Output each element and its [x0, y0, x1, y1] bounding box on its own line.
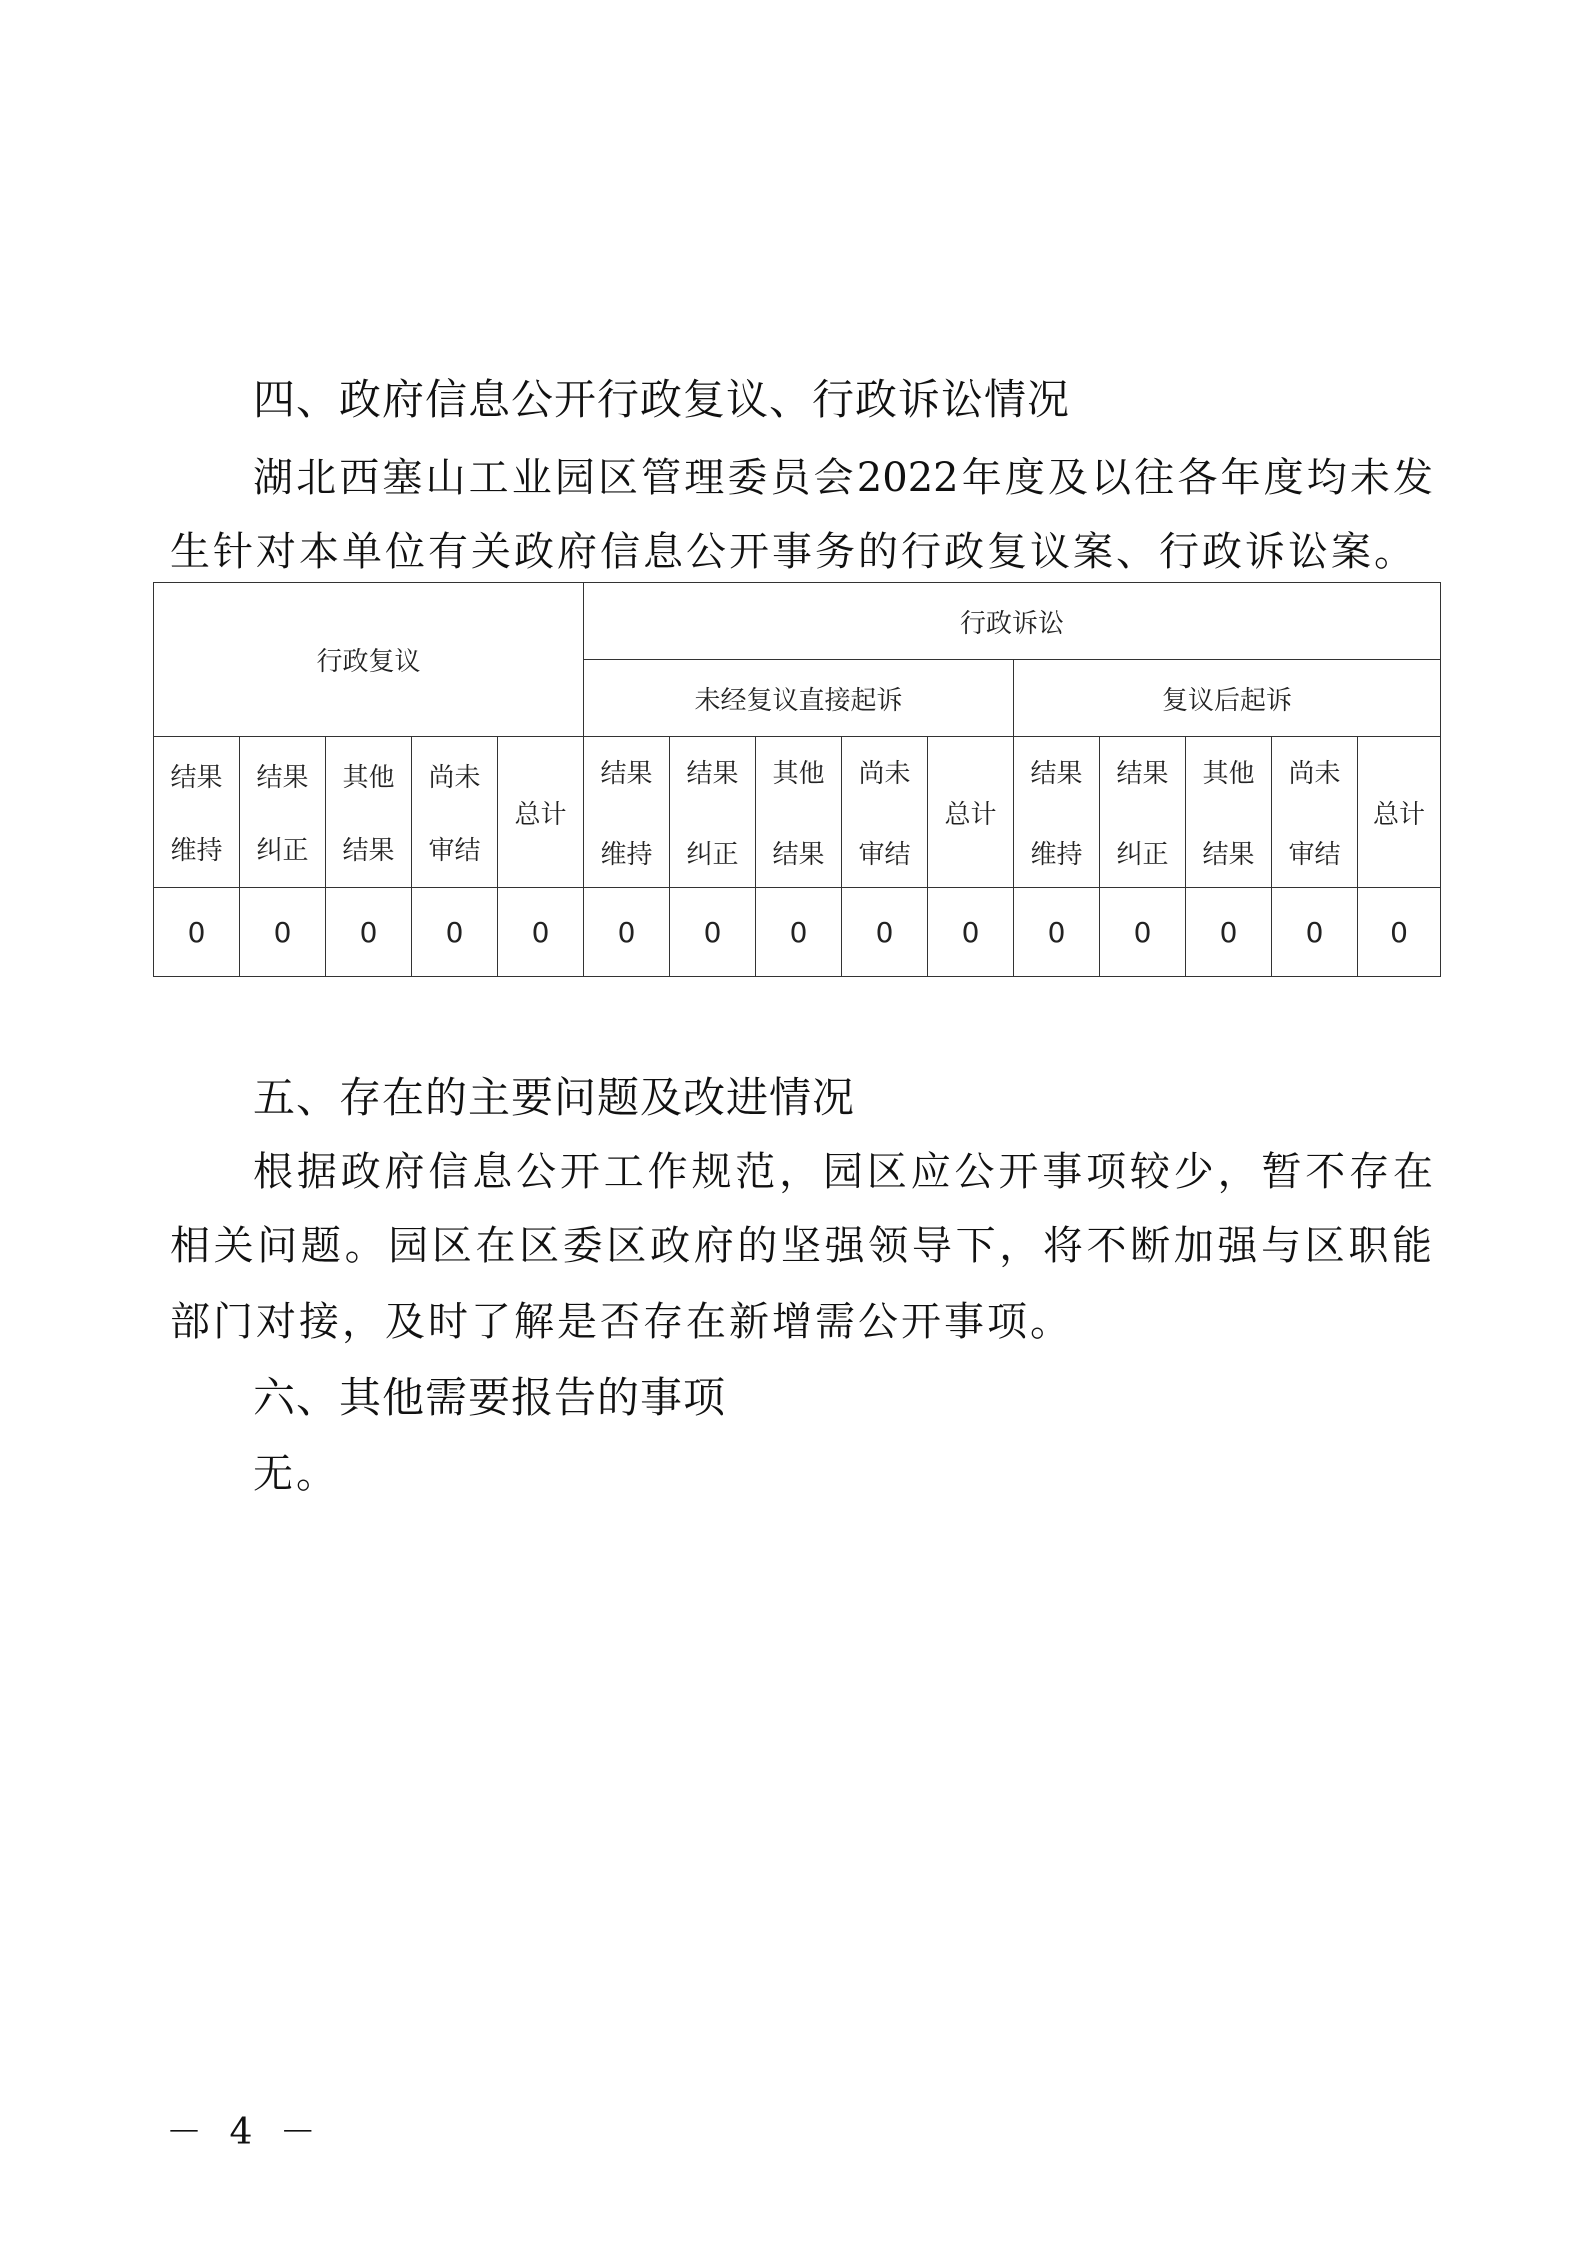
value-cell: 0 — [1100, 888, 1186, 977]
value-cell: 0 — [326, 888, 412, 977]
value-cell: 0 — [928, 888, 1014, 977]
value-cell: 0 — [240, 888, 326, 977]
header-post-review-suit: 复议后起诉 — [1014, 660, 1441, 737]
section-5-heading: 五、存在的主要问题及改进情况 — [253, 1073, 856, 1122]
direct-col-corrected: 结果 纠正 — [670, 737, 756, 888]
direct-col-maintained: 结果 维持 — [584, 737, 670, 888]
value-cell: 0 — [1186, 888, 1272, 977]
section-6-body: 无。 — [253, 1451, 339, 1497]
page-number: － 4 － — [166, 2112, 324, 2153]
value-cell: 0 — [1358, 888, 1441, 977]
value-cell: 0 — [154, 888, 240, 977]
value-cell: 0 — [584, 888, 670, 977]
review-col-total: 总计 — [498, 737, 584, 888]
post-col-total: 总计 — [1358, 737, 1441, 888]
header-administrative-review: 行政复议 — [154, 583, 584, 737]
direct-col-pending: 尚未 审结 — [842, 737, 928, 888]
post-col-other: 其他 结果 — [1186, 737, 1272, 888]
value-cell: 0 — [412, 888, 498, 977]
value-cell: 0 — [670, 888, 756, 977]
review-litigation-table — [153, 582, 1441, 977]
header-administrative-litigation: 行政诉讼 — [584, 583, 1441, 660]
value-cell: 0 — [842, 888, 928, 977]
post-col-maintained: 结果 维持 — [1014, 737, 1100, 888]
value-cell: 0 — [756, 888, 842, 977]
section-4-paragraph-line-2: 生针对本单位有关政府信息公开事务的行政复议案、行政诉讼案。 — [170, 529, 1417, 575]
review-col-maintained: 结果 维持 — [154, 737, 240, 888]
direct-col-other: 其他 结果 — [756, 737, 842, 888]
section-4-paragraph-line-1: 湖北西塞山工业园区管理委员会2022年度及以往各年度均未发 — [253, 455, 1433, 501]
post-col-corrected: 结果 纠正 — [1100, 737, 1186, 888]
section-5-line-2: 相关问题。园区在区委区政府的坚强领导下，将不断加强与区职能 — [170, 1223, 1432, 1269]
value-cell: 0 — [1272, 888, 1358, 977]
direct-col-total: 总计 — [928, 737, 1014, 888]
review-col-other: 其他 结果 — [326, 737, 412, 888]
section-5-line-1: 根据政府信息公开工作规范，园区应公开事项较少，暂不存在 — [253, 1149, 1433, 1195]
section-5-line-3: 部门对接，及时了解是否存在新增需公开事项。 — [170, 1299, 1073, 1345]
section-4-heading: 四、政府信息公开行政复议、行政诉讼情况 — [253, 375, 1071, 424]
value-cell: 0 — [498, 888, 584, 977]
section-6-heading: 六、其他需要报告的事项 — [253, 1373, 727, 1422]
value-cell: 0 — [1014, 888, 1100, 977]
header-direct-suit: 未经复议直接起诉 — [584, 660, 1014, 737]
review-col-corrected: 结果 纠正 — [240, 737, 326, 888]
review-col-pending: 尚未 审结 — [412, 737, 498, 888]
post-col-pending: 尚未 审结 — [1272, 737, 1358, 888]
